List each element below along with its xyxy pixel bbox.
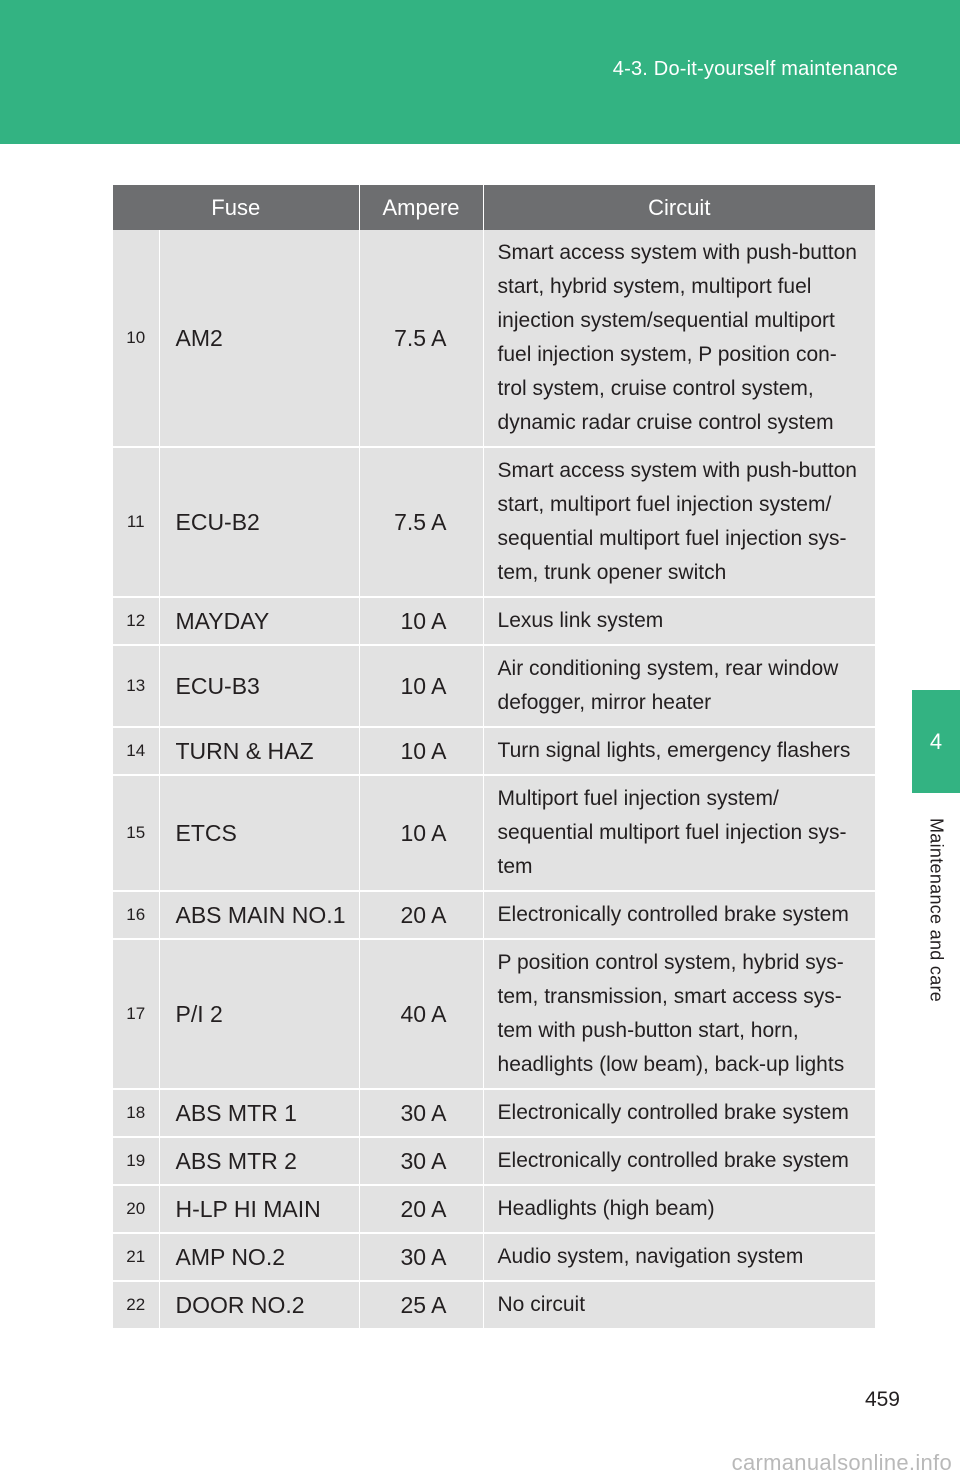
fuse-ampere: 20 A bbox=[359, 1185, 483, 1233]
table-row bbox=[113, 1185, 875, 1233]
fuse-circuit: Multiport fuel injection system/ sequential multiport fuel injection sys- tem bbox=[483, 775, 875, 891]
fuse-number: 18 bbox=[113, 1089, 159, 1137]
table-row bbox=[113, 1137, 875, 1185]
fuse-circuit: Turn signal lights, emergency flashers bbox=[483, 727, 875, 775]
fuse-name: ECU-B2 bbox=[159, 447, 359, 597]
fuse-name: TURN & HAZ bbox=[159, 727, 359, 775]
fuse-ampere: 30 A bbox=[359, 1233, 483, 1281]
fuse-name: DOOR NO.2 bbox=[159, 1281, 359, 1329]
fuse-ampere: 7.5 A bbox=[359, 230, 483, 447]
header-circuit: Circuit bbox=[483, 185, 875, 230]
fuse-ampere: 40 A bbox=[359, 939, 483, 1089]
chapter-tab: 4 bbox=[912, 690, 960, 793]
fuse-name: P/I 2 bbox=[159, 939, 359, 1089]
table-row bbox=[113, 1233, 875, 1281]
section-header-bar bbox=[0, 0, 960, 144]
fuse-name: ABS MAIN NO.1 bbox=[159, 891, 359, 939]
fuse-ampere: 10 A bbox=[359, 727, 483, 775]
fuse-number: 22 bbox=[113, 1281, 159, 1329]
fuse-number: 14 bbox=[113, 727, 159, 775]
section-title: 4-3. Do-it-yourself maintenance bbox=[612, 58, 898, 80]
table-row bbox=[113, 727, 875, 775]
fuse-name: AM2 bbox=[159, 230, 359, 447]
table-row bbox=[113, 1089, 875, 1137]
fuse-circuit: Smart access system with push-button start, hybrid system, multiport fuel injection system/sequential multiport fuel injection system, P position con- trol system, cruise control system, dynamic radar cruise control system bbox=[483, 230, 875, 447]
fuse-number: 20 bbox=[113, 1185, 159, 1233]
fuse-number: 10 bbox=[113, 230, 159, 447]
fuse-number: 17 bbox=[113, 939, 159, 1089]
fuse-number: 11 bbox=[113, 447, 159, 597]
fuse-circuit: Electronically controlled brake system bbox=[483, 1089, 875, 1137]
fuse-table bbox=[113, 185, 875, 1330]
fuse-ampere: 7.5 A bbox=[359, 447, 483, 597]
table-row bbox=[113, 597, 875, 645]
fuse-circuit: Electronically controlled brake system bbox=[483, 1137, 875, 1185]
fuse-number: 15 bbox=[113, 775, 159, 891]
table-row bbox=[113, 891, 875, 939]
fuse-ampere: 30 A bbox=[359, 1089, 483, 1137]
fuse-name: ECU-B3 bbox=[159, 645, 359, 727]
chapter-label-text: Maintenance and care bbox=[926, 817, 947, 1003]
table-row bbox=[113, 230, 875, 447]
fuse-name: AMP NO.2 bbox=[159, 1233, 359, 1281]
table-header-row bbox=[113, 185, 875, 230]
table-row bbox=[113, 447, 875, 597]
fuse-number: 21 bbox=[113, 1233, 159, 1281]
fuse-ampere: 10 A bbox=[359, 645, 483, 727]
fuse-ampere: 20 A bbox=[359, 891, 483, 939]
fuse-name: ABS MTR 1 bbox=[159, 1089, 359, 1137]
table-row bbox=[113, 939, 875, 1089]
fuse-circuit: No circuit bbox=[483, 1281, 875, 1329]
table-row bbox=[113, 645, 875, 727]
fuse-number: 12 bbox=[113, 597, 159, 645]
chapter-label bbox=[912, 800, 960, 1020]
page-number: 459 bbox=[864, 1388, 900, 1411]
fuse-ampere: 10 A bbox=[359, 775, 483, 891]
fuse-circuit: Air conditioning system, rear window defogger, mirror heater bbox=[483, 645, 875, 727]
table-row bbox=[113, 1281, 875, 1329]
fuse-number: 16 bbox=[113, 891, 159, 939]
fuse-ampere: 25 A bbox=[359, 1281, 483, 1329]
fuse-name: MAYDAY bbox=[159, 597, 359, 645]
header-fuse: Fuse bbox=[113, 185, 359, 230]
fuse-circuit: P position control system, hybrid sys- tem, transmission, smart access sys- tem with push-button start, horn, headlights (low beam), back-up lights bbox=[483, 939, 875, 1089]
fuse-name: ETCS bbox=[159, 775, 359, 891]
fuse-number: 13 bbox=[113, 645, 159, 727]
watermark: carmanualsonline.info bbox=[731, 1450, 952, 1475]
fuse-circuit: Headlights (high beam) bbox=[483, 1185, 875, 1233]
fuse-name: ABS MTR 2 bbox=[159, 1137, 359, 1185]
header-ampere: Ampere bbox=[359, 185, 483, 230]
fuse-ampere: 30 A bbox=[359, 1137, 483, 1185]
fuse-circuit: Smart access system with push-button start, multiport fuel injection system/ sequential multiport fuel injection sys- tem, trunk opener switch bbox=[483, 447, 875, 597]
table-row bbox=[113, 775, 875, 891]
fuse-circuit: Audio system, navigation system bbox=[483, 1233, 875, 1281]
fuse-circuit: Lexus link system bbox=[483, 597, 875, 645]
fuse-number: 19 bbox=[113, 1137, 159, 1185]
fuse-ampere: 10 A bbox=[359, 597, 483, 645]
fuse-name: H-LP HI MAIN bbox=[159, 1185, 359, 1233]
fuse-circuit: Electronically controlled brake system bbox=[483, 891, 875, 939]
